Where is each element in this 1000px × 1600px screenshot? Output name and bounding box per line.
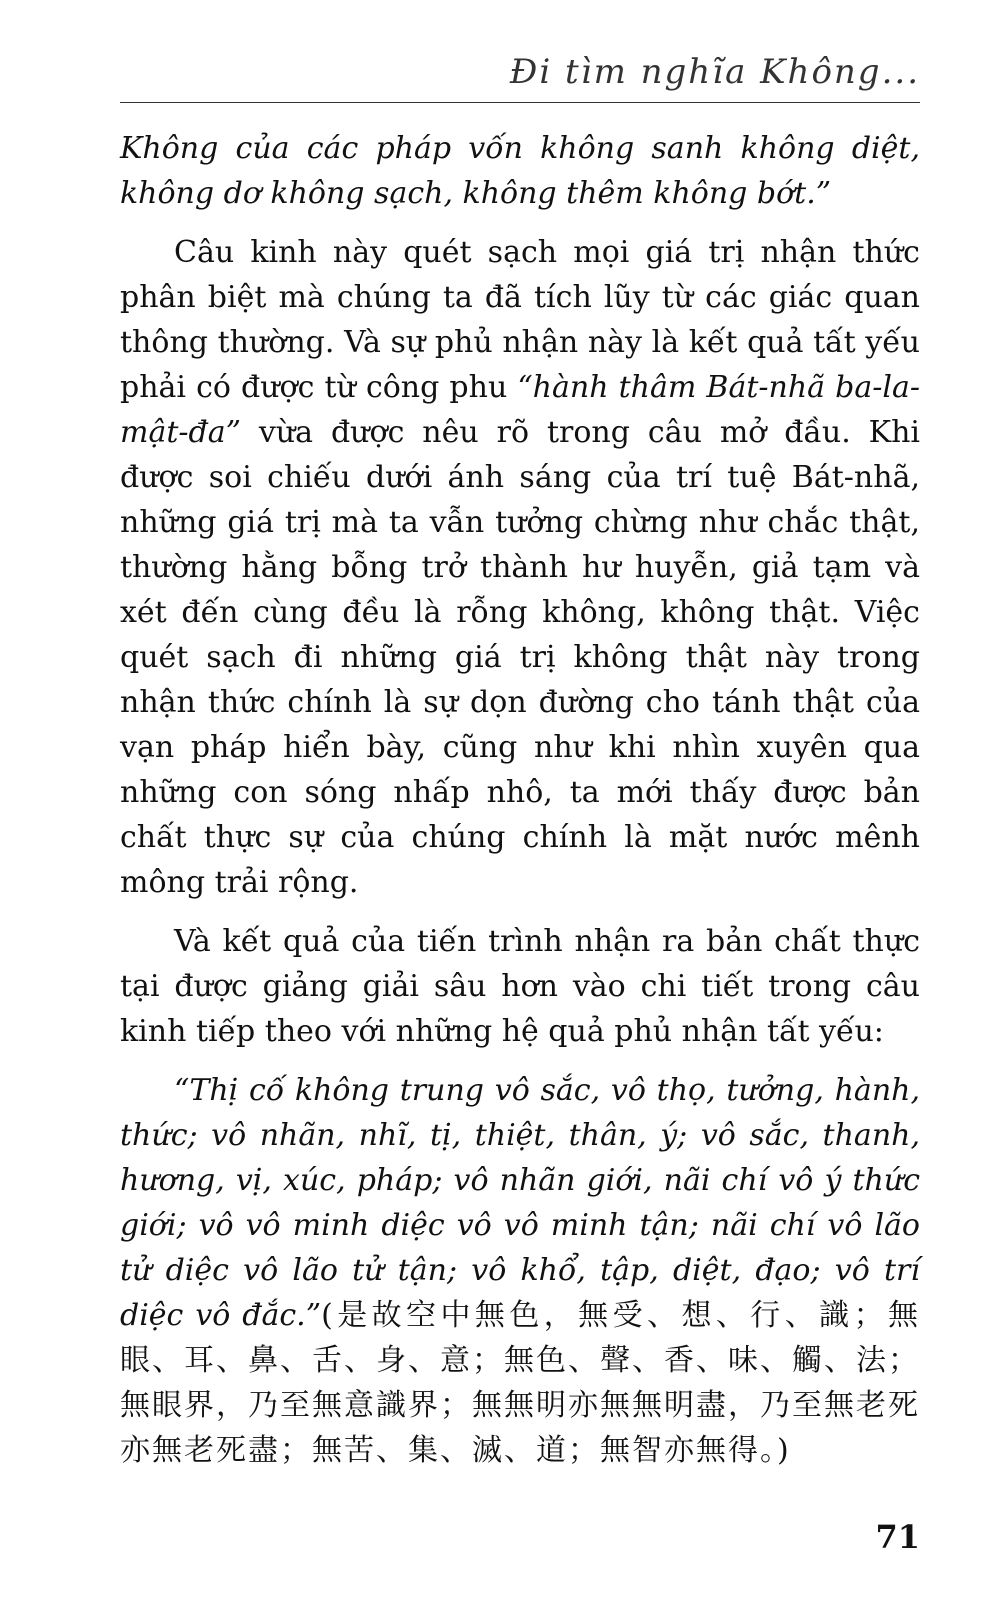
- sutra-quote: [120, 1068, 920, 1473]
- paragraph-text: Câu kinh này quét sạch mọi giá trị nhận thức phân biệt mà chúng ta đã tích lũy từ các giác quan thông thường. Và sự phủ nhận này là kết quả tất yếu phải có được từ công phu: [120, 235, 920, 405]
- sutra-quote-chinese: (是故空中無色，無受、想、行、識；無眼、耳、鼻、舌、身、意；無色、聲、香、味、觸、法；無眼界，乃至無意識界；無無明亦無無明盡，乃至無老死亦無老死盡；無苦、集、滅、道；無智亦無得。): [120, 1298, 920, 1468]
- header-divider: [120, 102, 920, 103]
- page-body: [120, 126, 920, 1473]
- sutra-quote-vietnamese: “Thị cố không trung vô sắc, vô thọ, tưởng, hành, thức; vô nhãn, nhĩ, tị, thiệt, thân, ý; vô sắc, thanh, hương, vị, xúc, pháp; vô nhãn giới, nãi chí vô ý thức giới; vô vô minh diệc vô vô minh tận; nãi chí vô lão tử diệc vô lão tử tận; vô khổ, tập, diệt, đạo; vô trí diệc vô đắc.”: [120, 1073, 920, 1333]
- running-header-title: Đi tìm nghĩa Không...: [509, 52, 920, 92]
- paragraph-result: Và kết quả của tiến trình nhận ra bản chất thực tại được giảng giải sâu hơn vào chi tiết trong câu kinh tiếp theo với những hệ quả phủ nhận tất yếu:: [120, 924, 920, 1049]
- quote-continuation: Không của các pháp vốn không sanh không diệt, không dơ không sạch, không thêm không bớt.”: [120, 131, 920, 211]
- page-number: 71: [875, 1518, 920, 1556]
- running-header: [120, 52, 920, 104]
- paragraph-text-rest: vừa được nêu rõ trong câu mở đầu. Khi được soi chiếu dưới ánh sáng của trí tuệ Bát-nhã, những giá trị mà ta vẫn tưởng chừng như chắc thật, thường hằng bỗng trở thành hư huyễn, giả tạm và xét đến cùng đều là rỗng không, không thật. Việc quét sạch đi những giá trị không thật này trong nhận thức chính là sự dọn đường cho tánh thật của vạn pháp hiển bày, cũng như khi nhìn xuyên qua những con sóng nhấp nhô, ta mới thấy được bản chất thực sự của chúng chính là mặt nước mênh mông trải rộng.: [120, 415, 920, 900]
- inline-quote: “hành thâm Bát-nhã ba-la-mật-đa”: [120, 370, 920, 450]
- paragraph-commentary: [120, 230, 920, 905]
